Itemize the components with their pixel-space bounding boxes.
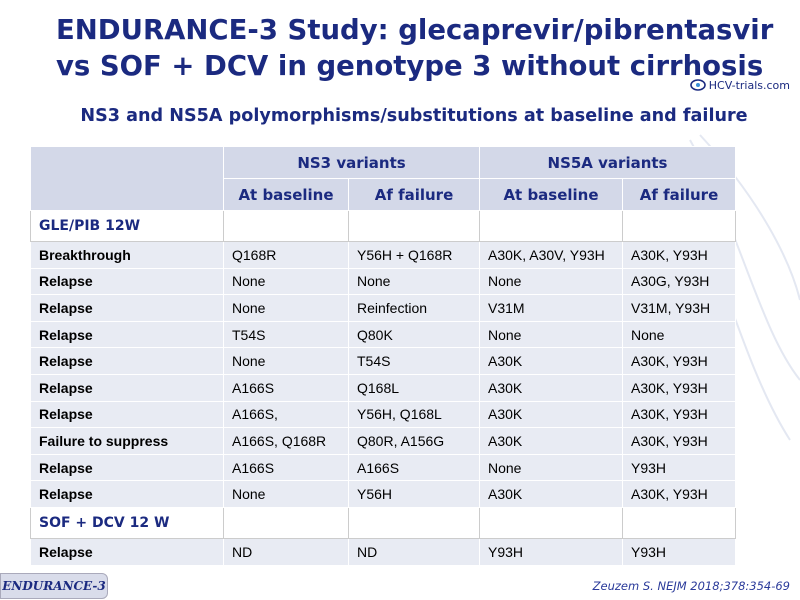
group-row-sof-dcv bbox=[31, 507, 736, 538]
row-label: Relapse bbox=[31, 295, 224, 322]
study-tag: ENDURANCE-3 bbox=[0, 573, 108, 599]
table-cell: ND bbox=[349, 538, 480, 565]
header-ns3-failure: Af failure bbox=[349, 179, 480, 211]
row-label: Relapse bbox=[31, 268, 224, 295]
table-cell: None bbox=[480, 321, 623, 348]
table-cell: Y56H, Q168L bbox=[349, 401, 480, 428]
title-line-1: ENDURANCE-3 Study: glecaprevir/pibrentasvir bbox=[56, 14, 774, 46]
table-cell: None bbox=[224, 348, 349, 375]
row-label: Breakthrough bbox=[31, 242, 224, 269]
table-cell: T54S bbox=[224, 321, 349, 348]
header-ns5a-variants: NS5A variants bbox=[480, 147, 736, 179]
table-row bbox=[31, 374, 736, 401]
group-label: GLE/PIB 12W bbox=[31, 211, 224, 242]
table-cell: None bbox=[224, 295, 349, 322]
table-cell: Q168R bbox=[224, 242, 349, 269]
row-label: Failure to suppress bbox=[31, 428, 224, 455]
row-label: Relapse bbox=[31, 481, 224, 508]
table-cell: None bbox=[224, 481, 349, 508]
table-cell: Y93H bbox=[623, 454, 736, 481]
empty-cell bbox=[349, 507, 480, 538]
table-row bbox=[31, 454, 736, 481]
hcv-trials-logo bbox=[690, 78, 790, 92]
table-header-row-1 bbox=[31, 147, 736, 179]
logo-text: HCV-trials.com bbox=[708, 78, 790, 92]
table-cell: None bbox=[480, 454, 623, 481]
header-ns5a-failure: Af failure bbox=[623, 179, 736, 211]
table-cell: A30G, Y93H bbox=[623, 268, 736, 295]
row-label: Relapse bbox=[31, 401, 224, 428]
table-cell: A166S bbox=[224, 454, 349, 481]
table-cell: A30K bbox=[480, 481, 623, 508]
table-row bbox=[31, 401, 736, 428]
table-cell: A166S, bbox=[224, 401, 349, 428]
table-cell: ND bbox=[224, 538, 349, 565]
logo-mark-icon bbox=[690, 78, 706, 92]
table-cell: A30K bbox=[480, 428, 623, 455]
header-ns5a-baseline: At baseline bbox=[480, 179, 623, 211]
empty-cell bbox=[623, 211, 736, 242]
table-cell: T54S bbox=[349, 348, 480, 375]
header-corner-cell bbox=[31, 147, 224, 211]
table-row bbox=[31, 295, 736, 322]
table-row bbox=[31, 538, 736, 565]
table-cell: A30K, Y93H bbox=[623, 428, 736, 455]
empty-cell bbox=[224, 507, 349, 538]
table-row bbox=[31, 481, 736, 508]
table-cell: Q80R, A156G bbox=[349, 428, 480, 455]
table-cell: A30K, Y93H bbox=[623, 242, 736, 269]
table-row bbox=[31, 321, 736, 348]
table-cell: A30K, Y93H bbox=[623, 348, 736, 375]
group-row-gle-pib bbox=[31, 211, 736, 242]
table-row bbox=[31, 348, 736, 375]
table-cell: Y93H bbox=[623, 538, 736, 565]
table-cell: V31M, Y93H bbox=[623, 295, 736, 322]
header-ns3-variants: NS3 variants bbox=[224, 147, 480, 179]
empty-cell bbox=[480, 507, 623, 538]
title-line-2: vs SOF + DCV in genotype 3 without cirrhosis bbox=[56, 50, 764, 82]
table-cell: A166S bbox=[349, 454, 480, 481]
table-cell: Y56H + Q168R bbox=[349, 242, 480, 269]
table-cell: A30K bbox=[480, 401, 623, 428]
empty-cell bbox=[623, 507, 736, 538]
group-label: SOF + DCV 12 W bbox=[31, 507, 224, 538]
table-cell: A166S bbox=[224, 374, 349, 401]
row-label: Relapse bbox=[31, 374, 224, 401]
slide-title bbox=[56, 12, 796, 84]
table-cell: Q80K bbox=[349, 321, 480, 348]
table-cell: Reinfection bbox=[349, 295, 480, 322]
empty-cell bbox=[480, 211, 623, 242]
row-label: Relapse bbox=[31, 348, 224, 375]
table-row bbox=[31, 428, 736, 455]
table-cell: A30K bbox=[480, 374, 623, 401]
table-cell: A30K, Y93H bbox=[623, 401, 736, 428]
table-cell: A30K, Y93H bbox=[623, 481, 736, 508]
table-cell: A30K bbox=[480, 348, 623, 375]
table-row bbox=[31, 242, 736, 269]
empty-cell bbox=[224, 211, 349, 242]
reference-citation: Zeuzem S. NEJM 2018;378:354-69 bbox=[592, 579, 790, 593]
table-cell: None bbox=[349, 268, 480, 295]
table-cell: None bbox=[623, 321, 736, 348]
table-cell: None bbox=[480, 268, 623, 295]
table-cell: Y56H bbox=[349, 481, 480, 508]
row-label: Relapse bbox=[31, 538, 224, 565]
variants-table bbox=[30, 146, 736, 566]
table-cell: A166S, Q168R bbox=[224, 428, 349, 455]
row-label: Relapse bbox=[31, 321, 224, 348]
table-cell: V31M bbox=[480, 295, 623, 322]
table-cell: Y93H bbox=[480, 538, 623, 565]
row-label: Relapse bbox=[31, 454, 224, 481]
header-ns3-baseline: At baseline bbox=[224, 179, 349, 211]
table-cell: A30K, Y93H bbox=[623, 374, 736, 401]
table-row bbox=[31, 268, 736, 295]
empty-cell bbox=[349, 211, 480, 242]
slide-subtitle: NS3 and NS5A polymorphisms/substitutions at baseline and failure bbox=[80, 106, 748, 126]
table-cell: A30K, A30V, Y93H bbox=[480, 242, 623, 269]
table-cell: Q168L bbox=[349, 374, 480, 401]
table-cell: None bbox=[224, 268, 349, 295]
